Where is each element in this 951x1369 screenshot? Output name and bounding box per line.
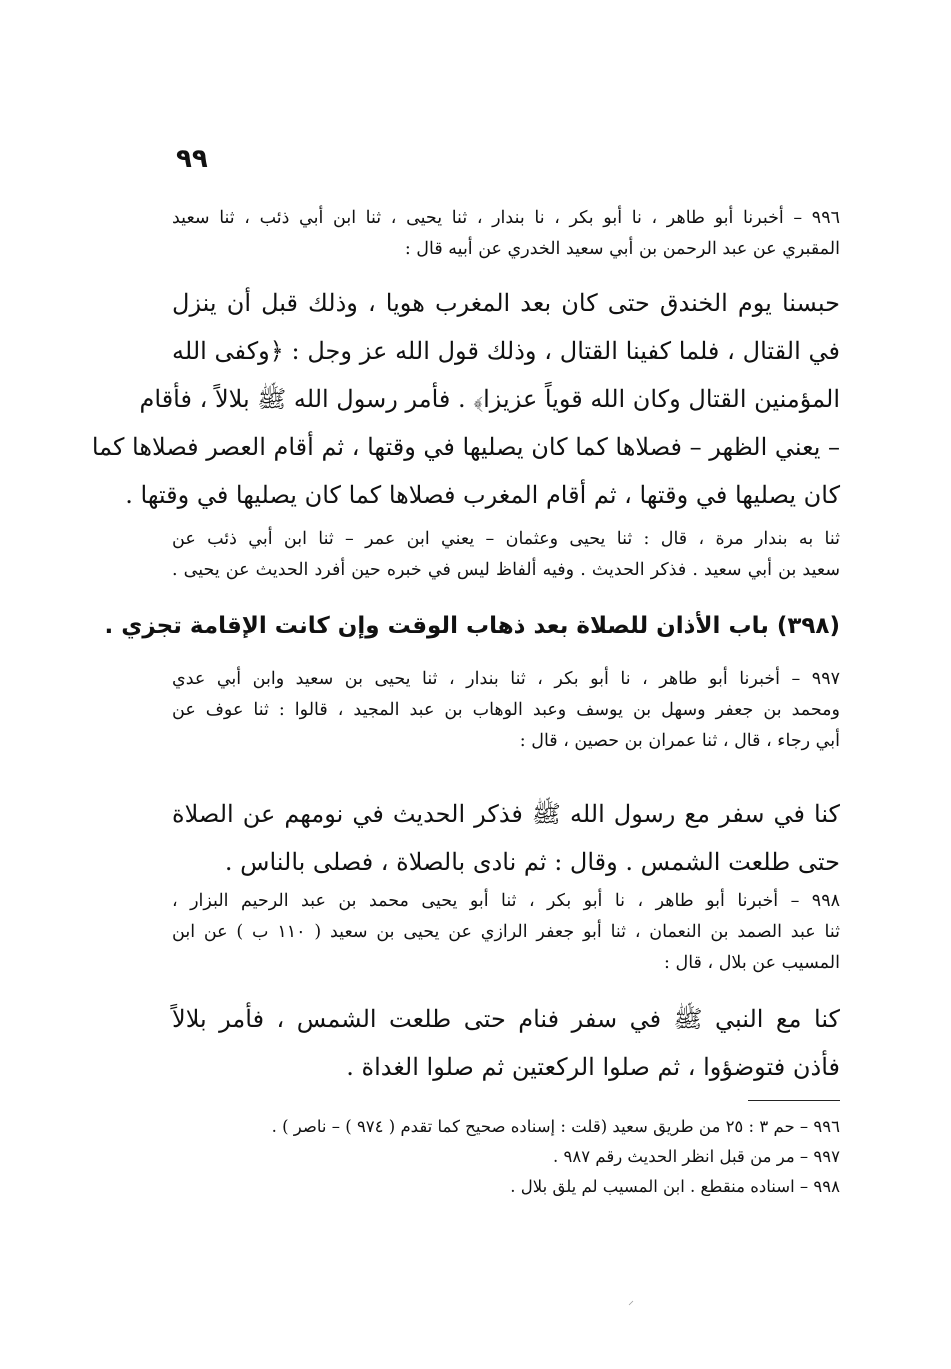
text-line: المقبري عن عبد الرحمن بن أبي سعيد الخدري عن أبيه قال : [404, 239, 840, 259]
hadith-996-matn [91, 279, 840, 519]
hadith-998-matn [172, 995, 840, 1091]
footnote: ٩٩٨ – اسناده منقطع . ابن المسيب لم يلق بلال . [510, 1177, 840, 1196]
text-line: ومحمد بن جعفر وسهل بن يوسف وعبد الوهاب بن عبد المجيد ، قالوا : ثنا عوف عن [172, 700, 840, 720]
text-line: كان يصليها في وقتها ، ثم أقام المغرب فصلاها كما كان يصليها في وقتها . [125, 481, 840, 509]
page-number: ٩٩ [176, 144, 208, 174]
footnote: ٩٩٧ – مر من قبل انظر الحديث رقم ٩٨٧ . [553, 1147, 840, 1166]
footnotes [172, 1112, 840, 1202]
text-line: كنا مع النبي ﷺ في سفر فنام حتى طلعت الشمس ، فأمر بلالاً [172, 1005, 840, 1033]
footnote: ٩٩٦ – حم ٣ : ٢٥ من طريق سعيد (قلت : إسناده صحيح كما تقدم ( ٩٧٤ ) – ناصر ) . [271, 1117, 840, 1136]
text-line: ٩٩٦ – أخبرنا أبو طاهر ، نا أبو بكر ، نا بندار ، ثنا يحيى ، ثنا ابن أبي ذئب ، ثنا سعيد [172, 208, 840, 228]
text-line: فأذن فتوضؤوا ، ثم صلوا الركعتين ثم صلوا الغداة . [346, 1053, 840, 1081]
text-line: ٩٩٨ – أخبرنا أبو طاهر ، نا أبو بكر ، ثنا أبو يحيى محمد بن عبد الرحيم البزار ، [172, 891, 840, 911]
text-line: المؤمنين القتال وكان الله قوياً عزيزا﴾ . فأمر رسول الله ﷺ بلالاً ، فأقام [139, 385, 840, 413]
scan-speck [628, 1300, 634, 1306]
text-line: – يعني الظهر – فصلاها كما كان يصليها في وقتها ، ثم أقام العصر فصلاها كما [91, 433, 840, 461]
text-line: حبسنا يوم الخندق حتى كان بعد المغرب هويا ، وذلك قبل أن ينزل [172, 289, 840, 317]
text-line: حتى طلعت الشمس . وقال : ثم نادى بالصلاة ، فصلى بالناس . [224, 848, 840, 876]
text-line: ثنا عبد الصمد بن النعمان ، ثنا أبو جعفر الرازي عن يحيى بن سعيد ( ١١٠ ب ) عن ابن [172, 922, 840, 942]
text-line: ٩٩٧ – أخبرنا أبو طاهر ، نا أبو بكر ، ثنا بندار ، ثنا يحيى بن سعيد وابن أبي عدي [172, 669, 840, 689]
text-line: المسيب عن بلال ، قال : [664, 953, 840, 973]
footnote-separator [748, 1100, 840, 1101]
text-line: سعيد بن أبي سعيد . فذكر الحديث . وفيه ألفاظ ليس في خبره حين أفرد الحديث عن يحيى . [172, 560, 840, 580]
hadith-997-matn [172, 790, 840, 886]
chapter-heading: (٣٩٨) باب الأذان للصلاة بعد ذهاب الوقت وإن كانت الإقامة تجزي . [104, 613, 840, 639]
hadith-996-isnad [172, 203, 840, 265]
text-line: ثنا به بندار مرة ، قال : ثنا يحيى وعثمان – يعني ابن عمر – ثنا ابن أبي ذئب عن [172, 529, 840, 549]
hadith-996-addendum [172, 524, 840, 586]
hadith-997-isnad [172, 664, 840, 757]
text-line: في القتال ، فلما كفينا القتال ، وذلك قول الله عز وجل : ﴿وكفى الله [172, 337, 840, 365]
hadith-998-isnad [172, 886, 840, 979]
text-line: كنا في سفر مع رسول الله ﷺ فذكر الحديث في نومهم عن الصلاة [172, 800, 840, 828]
text-line: أبي رجاء ، قال ، ثنا عمران بن حصين ، قال : [519, 731, 840, 751]
